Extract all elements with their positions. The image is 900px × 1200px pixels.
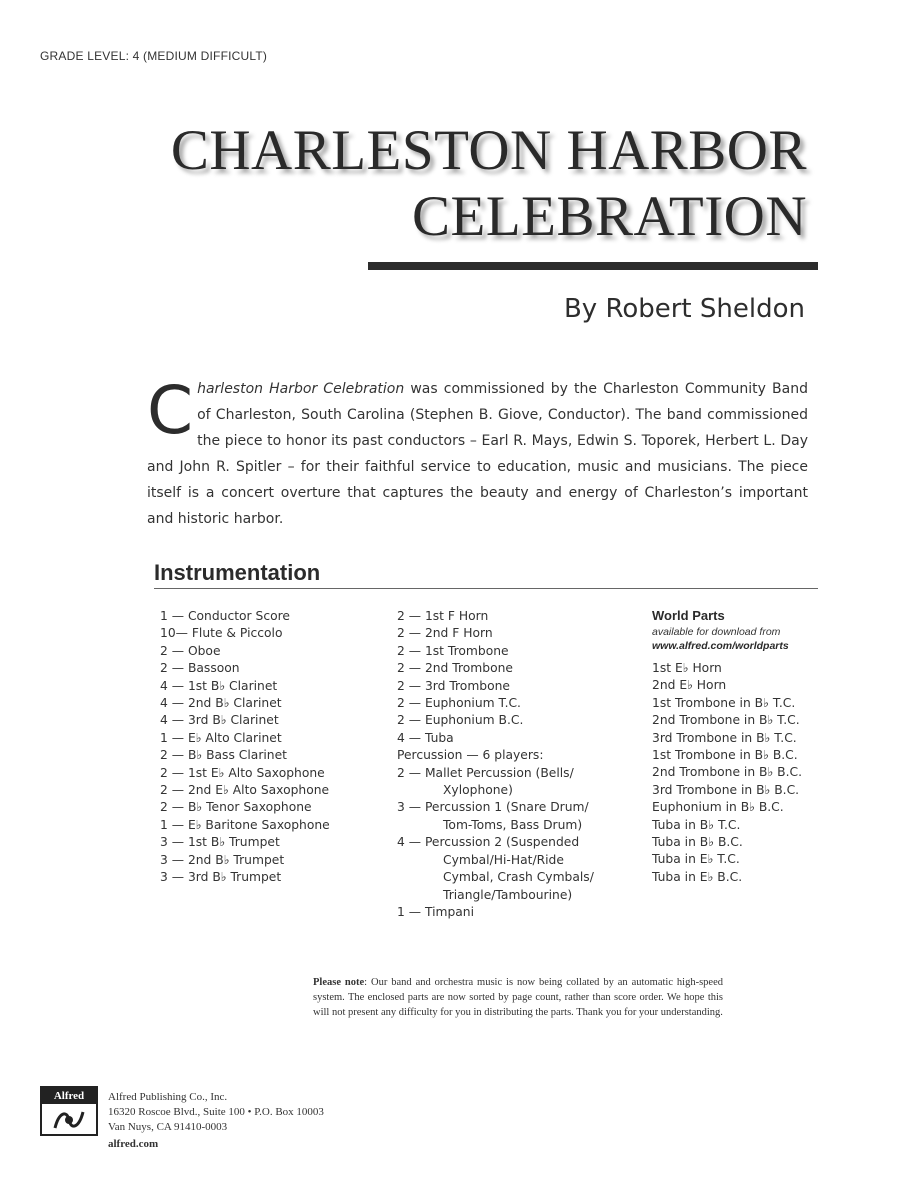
list-item: 1st Trombone in B♭ T.C. bbox=[652, 695, 796, 710]
list-item: 3 — Percussion 1 (Snare Drum/ bbox=[397, 800, 589, 815]
title-rule bbox=[368, 262, 818, 270]
list-item: Tuba in B♭ T.C. bbox=[652, 817, 741, 832]
instrumentation-heading: Instrumentation bbox=[154, 560, 321, 585]
intro-text: was commissioned by the Charleston Community Band of Charleston, South Carolina (Stephen B. Giove, Conductor). The band commissioned the piece to honor its past conductors – Earl R. Mays, Edwin S. Toporek, Herbert L. Day and John R. Spitler – for their faithful service to education, music and musicians. The piece itself is a concert overture that captures the beauty and energy of Charleston’s important and historic harbor. bbox=[147, 381, 808, 527]
list-item: 1 — Conductor Score bbox=[160, 609, 290, 623]
world-parts-title: World Parts bbox=[652, 608, 725, 623]
list-item: 1st E♭ Horn bbox=[652, 661, 722, 675]
list-item: Tuba in E♭ T.C. bbox=[652, 852, 740, 867]
list-item: 2 — Mallet Percussion (Bells/ bbox=[397, 765, 574, 780]
list-item: 2 — B♭ Tenor Saxophone bbox=[160, 800, 312, 815]
list-item: 2 — 1st Trombone bbox=[397, 643, 509, 658]
collation-note bbox=[313, 975, 723, 1020]
list-item: 3rd Trombone in B♭ B.C. bbox=[652, 782, 800, 797]
list-item: 2 — Euphonium T.C. bbox=[397, 696, 521, 711]
intro-italic-title: harleston Harbor Celebration bbox=[197, 381, 405, 397]
publisher-address-1: 16320 Roscoe Blvd., Suite 100 • P.O. Box 10003 bbox=[108, 1106, 324, 1118]
list-item: 4 — Tuba bbox=[397, 730, 454, 745]
list-item: 2 — Oboe bbox=[160, 643, 221, 658]
list-item: 2nd E♭ Horn bbox=[652, 678, 727, 693]
note-text: : Our band and orchestra music is now being collated by an automatic high-speed system. The enclosed parts are now sorted by page count, rather than score order. We hope this will not present any difficulty for you in distributing the parts. Thank you for your understanding. bbox=[313, 977, 723, 1018]
list-item: 2 — B♭ Bass Clarinet bbox=[160, 748, 287, 763]
piece-title bbox=[171, 118, 807, 250]
list-item: 2 — 2nd F Horn bbox=[397, 626, 493, 641]
list-item: 1 — E♭ Baritone Saxophone bbox=[160, 817, 330, 832]
world-parts-list bbox=[652, 660, 802, 886]
list-item: 2nd Trombone in B♭ B.C. bbox=[652, 765, 803, 780]
list-item: 4 — 3rd B♭ Clarinet bbox=[160, 713, 279, 728]
list-item: 2 — 1st F Horn bbox=[397, 609, 489, 623]
list-item: 1 — E♭ Alto Clarinet bbox=[160, 730, 282, 745]
note-label: Please note bbox=[313, 977, 365, 988]
alfred-logo bbox=[40, 1086, 98, 1136]
composer-byline: By Robert Sheldon bbox=[563, 294, 805, 324]
list-item: 2 — Euphonium B.C. bbox=[397, 713, 524, 728]
list-item: 2 — 1st E♭ Alto Saxophone bbox=[160, 765, 325, 780]
logo-emblem-icon bbox=[49, 1106, 89, 1134]
list-item: 3 — 1st B♭ Trumpet bbox=[160, 835, 280, 850]
list-item: Tom-Toms, Bass Drum) bbox=[443, 817, 583, 832]
list-item: 4 — 2nd B♭ Clarinet bbox=[160, 696, 282, 711]
list-item: Cymbal, Crash Cymbals/ bbox=[443, 870, 594, 885]
list-item: 3rd Trombone in B♭ T.C. bbox=[652, 730, 797, 745]
list-item: Triangle/Tambourine) bbox=[443, 887, 573, 902]
instrument-list-column-1 bbox=[160, 608, 330, 887]
list-item: 4 — Percussion 2 (Suspended bbox=[397, 835, 580, 850]
instrument-list-column-2 bbox=[397, 608, 594, 921]
title-line-1: CHARLESTON HARBOR bbox=[170, 119, 807, 182]
list-item: Xylophone) bbox=[443, 783, 513, 798]
list-item: 4 — 1st B♭ Clarinet bbox=[160, 678, 278, 693]
title-line-2: CELEBRATION bbox=[412, 185, 807, 248]
list-item: Percussion — 6 players: bbox=[397, 748, 544, 763]
list-item: 2nd Trombone in B♭ T.C. bbox=[652, 713, 800, 728]
publisher-info bbox=[108, 1090, 324, 1152]
list-item: 1st Trombone in B♭ B.C. bbox=[652, 748, 798, 763]
list-item: 2 — 2nd E♭ Alto Saxophone bbox=[160, 783, 330, 798]
list-item: Tuba in B♭ B.C. bbox=[652, 835, 743, 850]
publisher-website[interactable]: alfred.com bbox=[108, 1138, 159, 1150]
list-item: 2 — Bassoon bbox=[160, 661, 240, 676]
list-item: 10— Flute & Piccolo bbox=[160, 626, 283, 641]
drop-cap: C bbox=[147, 372, 194, 449]
list-item: Cymbal/Hi-Hat/Ride bbox=[443, 852, 564, 867]
list-item: Tuba in E♭ B.C. bbox=[652, 869, 743, 884]
list-item: 2 — 2nd Trombone bbox=[397, 661, 513, 676]
grade-level: GRADE LEVEL: 4 (MEDIUM DIFFICULT) bbox=[40, 49, 268, 63]
world-parts-url[interactable]: www.alfred.com/worldparts bbox=[652, 640, 789, 652]
list-item: 3 — 2nd B♭ Trumpet bbox=[160, 852, 285, 867]
instrumentation-rule bbox=[154, 588, 818, 589]
intro-paragraph bbox=[147, 372, 808, 532]
list-item: 2 — 3rd Trombone bbox=[397, 678, 510, 693]
list-item: 1 — Timpani bbox=[397, 904, 475, 919]
world-parts-subtitle: available for download from bbox=[652, 626, 781, 638]
list-item: Euphonium in B♭ B.C. bbox=[652, 800, 784, 815]
publisher-address-2: Van Nuys, CA 91410-0003 bbox=[108, 1121, 228, 1133]
publisher-name: Alfred Publishing Co., Inc. bbox=[108, 1091, 228, 1103]
logo-wordmark: Alfred bbox=[42, 1088, 96, 1104]
list-item: 3 — 3rd B♭ Trumpet bbox=[160, 870, 282, 885]
